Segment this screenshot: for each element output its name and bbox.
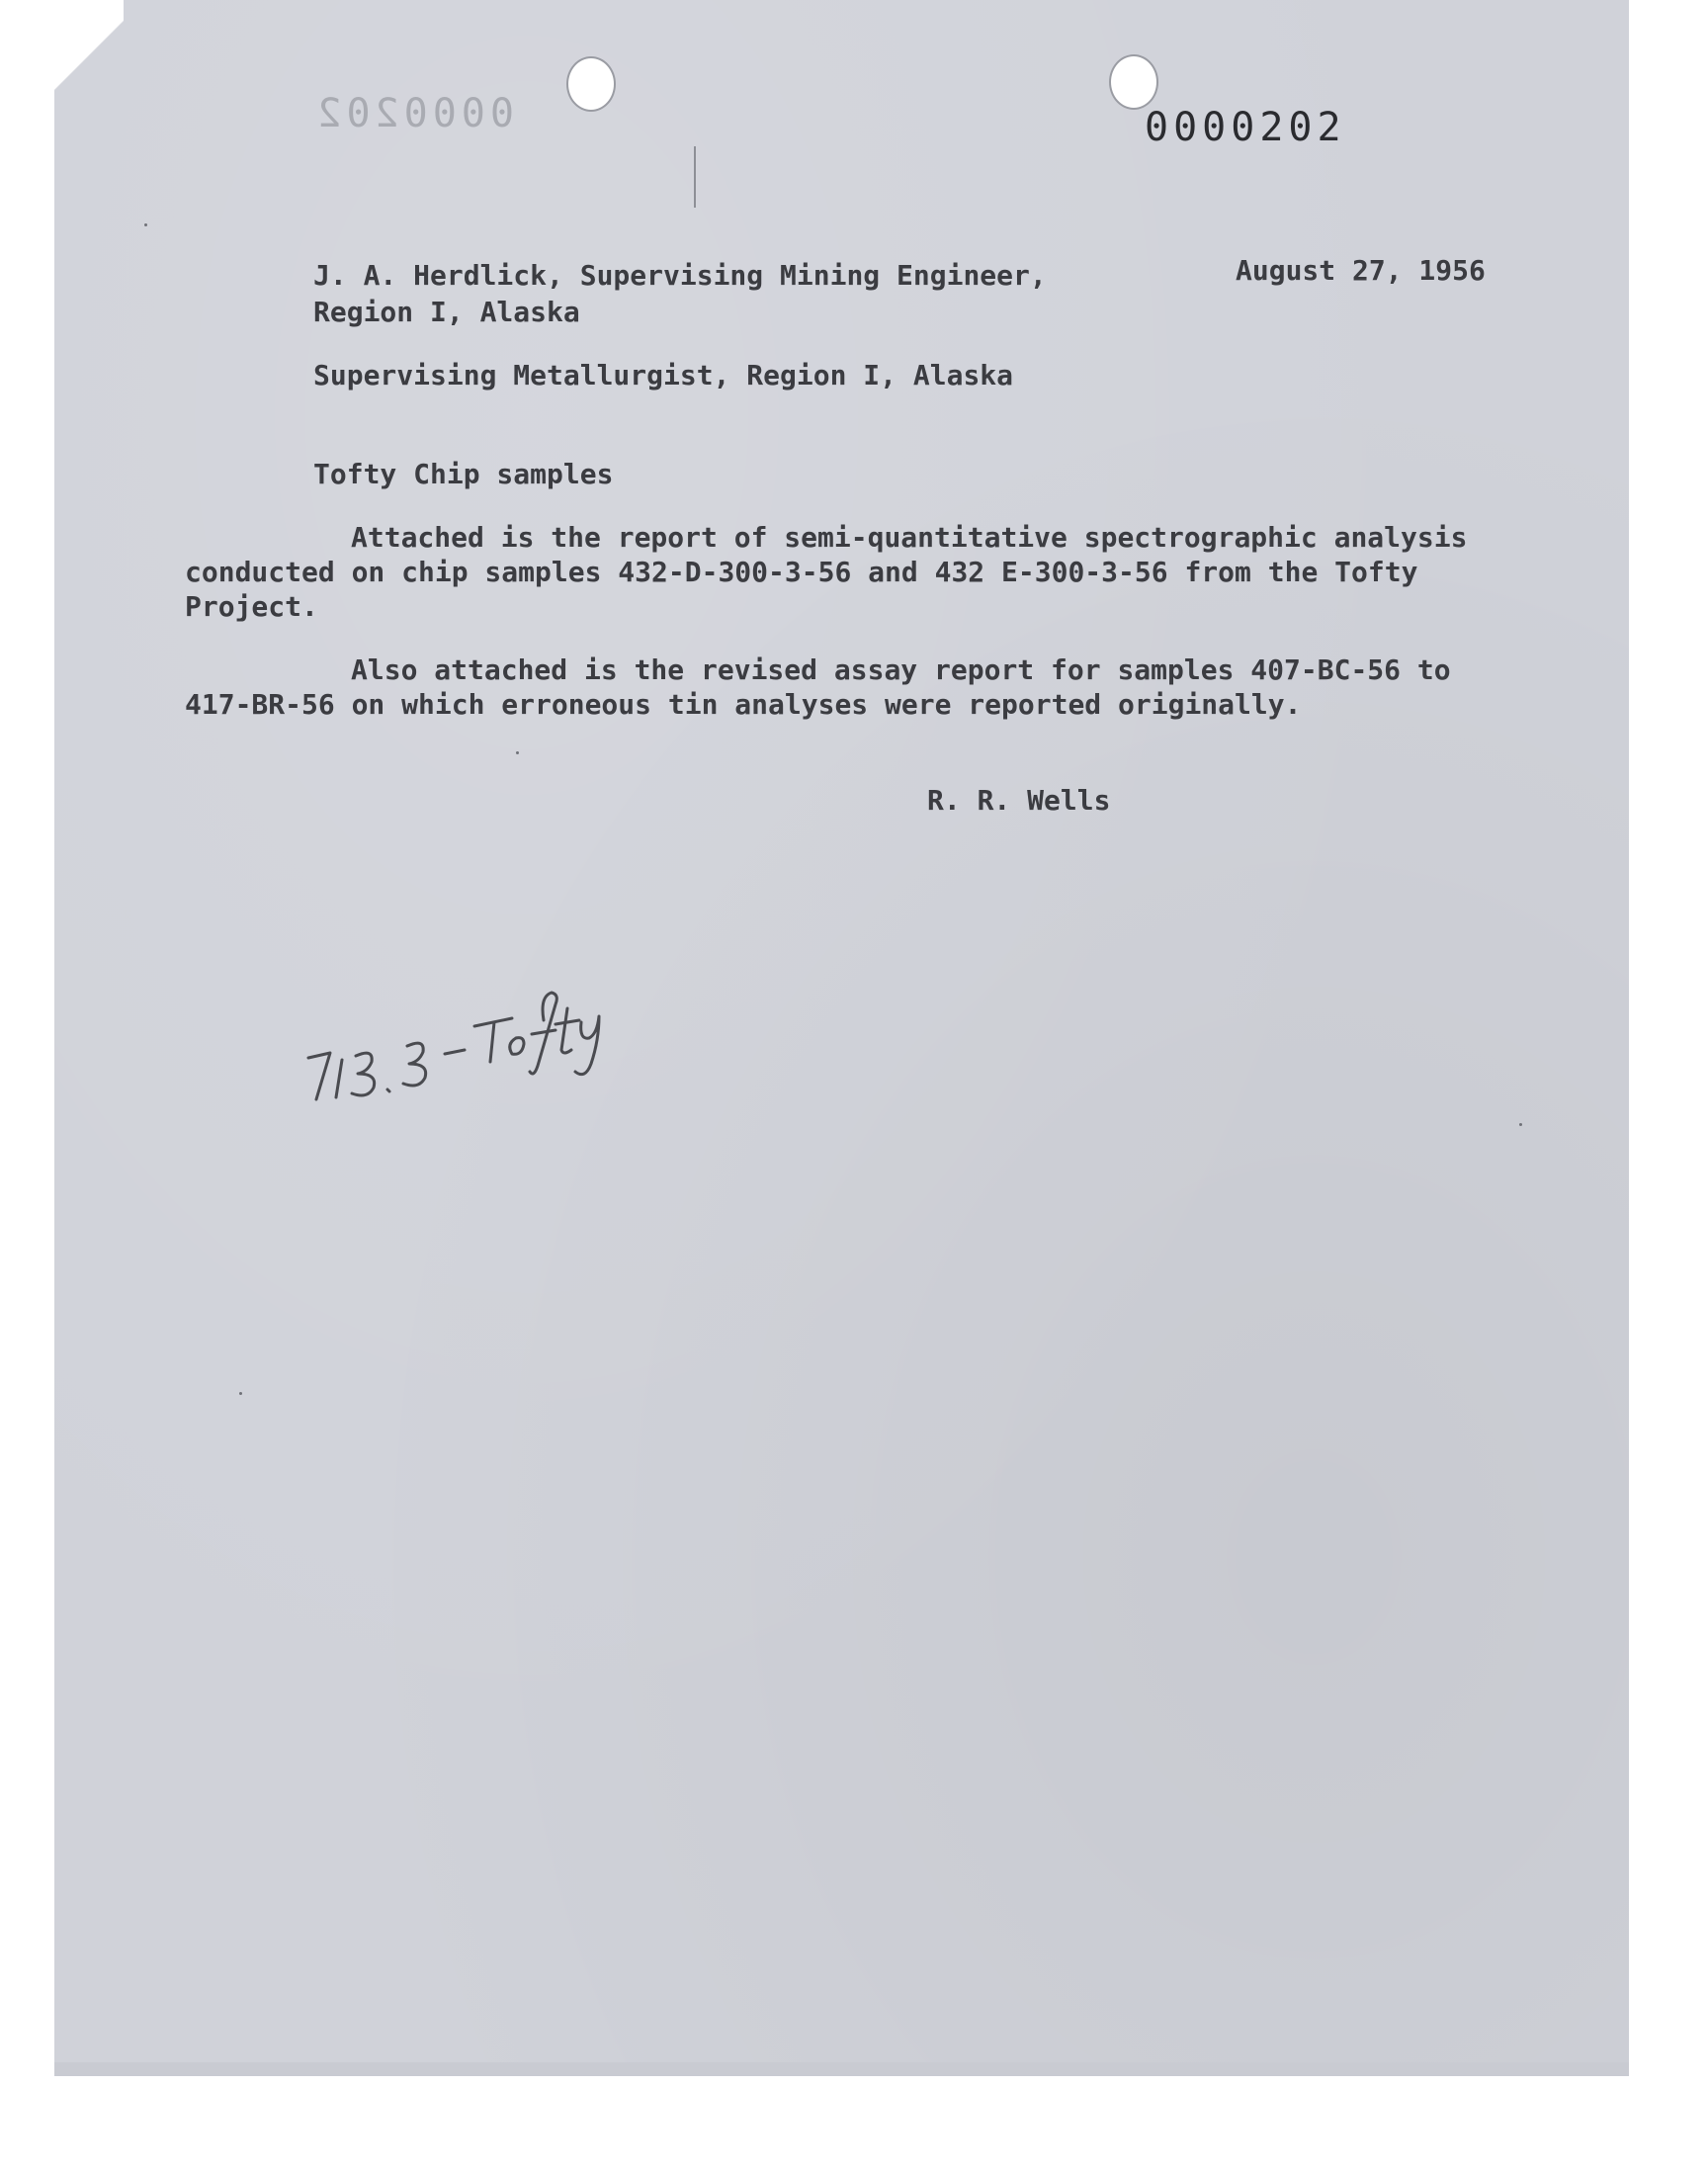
scanned-page: [54, 0, 1629, 2076]
punch-hole-right: [1109, 54, 1158, 110]
paper-speck: [144, 223, 147, 226]
paper-speck: [1519, 1123, 1522, 1126]
paragraph-1-line-3: Project.: [185, 590, 318, 623]
from-region: Region I, Alaska: [313, 296, 580, 328]
punch-hole-left: [566, 56, 616, 112]
to-line: Supervising Metallurgist, Region I, Alaska: [313, 359, 1014, 392]
paragraph-1-line-2: conducted on chip samples 432-D-300-3-56 and 432 E-300-3-56 from the Tofty: [185, 556, 1418, 588]
doc-id-stamp: 0000202: [1145, 105, 1346, 150]
paragraph-1-line-1: Attached is the report of semi-quantitative spectrographic analysis: [351, 521, 1468, 554]
torn-corner: [54, 0, 124, 109]
paper-speck: [516, 751, 519, 754]
paper-mark: [694, 146, 696, 208]
doc-id-bleedthrough: 0000202: [312, 91, 514, 136]
memo-subject: Tofty Chip samples: [313, 458, 614, 490]
handwritten-file-note: [297, 939, 692, 1117]
scan-bottom-edge: [54, 2062, 1629, 2076]
paragraph-2-line-1: Also attached is the revised assay report for samples 407-BC-56 to: [351, 653, 1451, 686]
signature-name: R. R. Wells: [927, 784, 1111, 817]
from-line: J. A. Herdlick, Supervising Mining Engineer,: [313, 259, 1047, 292]
paper-speck: [239, 1392, 242, 1395]
paragraph-2-line-2: 417-BR-56 on which erroneous tin analyses were reported originally.: [185, 688, 1302, 721]
memo-date: August 27, 1956: [1236, 254, 1486, 287]
